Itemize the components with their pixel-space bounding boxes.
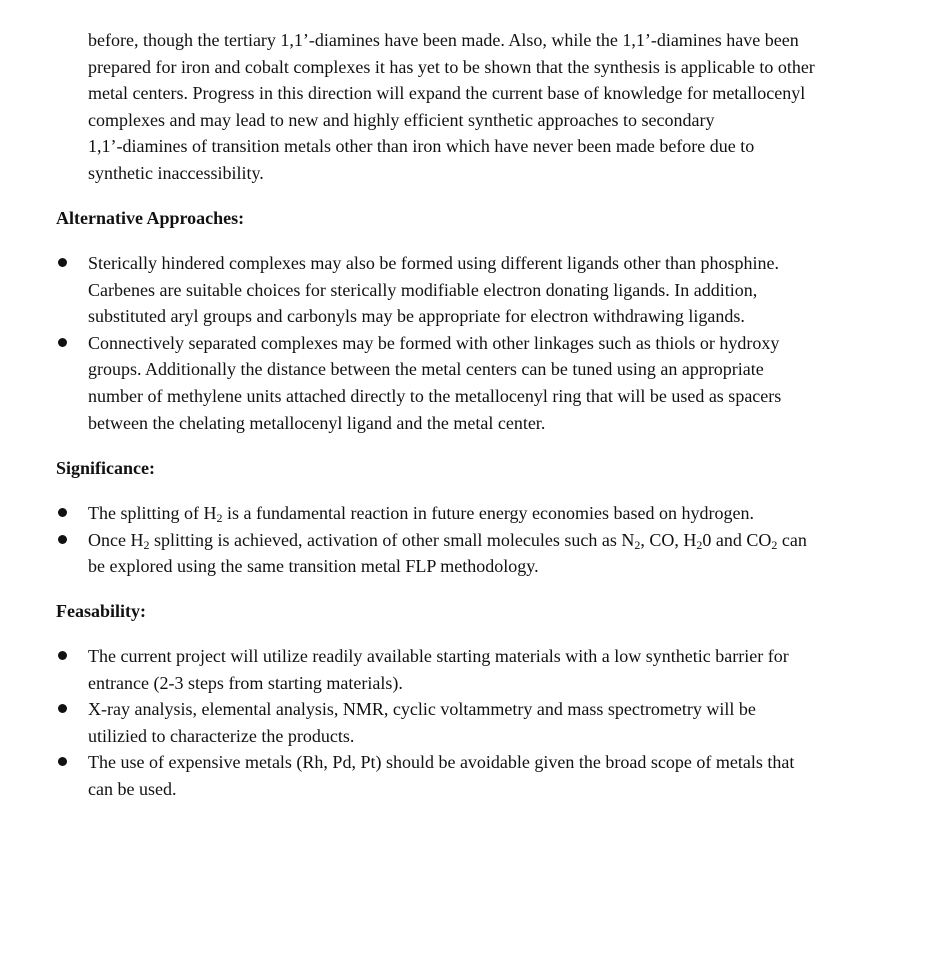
item-line: substituted aryl groups and carbonyls may be appropriate for electron withdrawing ligands. — [88, 306, 745, 327]
bullet-icon — [58, 258, 67, 267]
alternative-approaches-heading: Alternative Approaches: — [56, 208, 245, 228]
intro-line: prepared for iron and cobalt complexes it has yet to be shown that the synthesis is applicable to other — [88, 56, 815, 77]
bullet-icon — [58, 508, 67, 517]
bullet-icon — [58, 704, 67, 713]
list-item — [56, 250, 886, 330]
item-line: utilizied to characterize the products. — [88, 725, 355, 746]
list-item — [56, 749, 886, 802]
item-line: entrance (2-3 steps from starting materials). — [88, 672, 403, 693]
item-line: The use of expensive metals (Rh, Pd, Pt) should be avoidable given the broad scope of metals that — [88, 752, 795, 773]
significance-heading: Significance: — [56, 458, 155, 478]
alternative-approaches-list — [56, 250, 886, 436]
intro-line: metal centers. Progress in this direction will expand the current base of knowledge for metallocenyl — [88, 83, 806, 104]
item-line: The splitting of $H_2$ is a fundamental reaction in future energy economies based on hydrogen. — [88, 503, 754, 525]
intro-line: complexes and may lead to new and highly efficient synthetic approaches to secondary — [88, 109, 715, 130]
intro-line: 1,1’-diamines of transition metals other than iron which have never been made before due to — [88, 136, 755, 157]
list-item — [56, 500, 886, 527]
feasability-heading: Feasability: — [56, 601, 146, 621]
list-item — [56, 643, 886, 696]
list-item — [56, 527, 886, 580]
list-item — [56, 330, 886, 436]
item-line: Sterically hindered complexes may also be formed using different ligands other than phosphine. — [88, 253, 779, 273]
item-line: groups. Additionally the distance between the metal centers can be tuned using an appropriate — [88, 359, 764, 380]
bullet-icon — [58, 651, 67, 660]
bullet-icon — [58, 535, 67, 544]
bullet-icon — [58, 338, 67, 347]
intro-paragraph — [88, 27, 888, 187]
item-line: X-ray analysis, elemental analysis, NMR, cyclic voltammetry and mass spectrometry will be — [88, 699, 756, 720]
bullet-icon — [58, 757, 67, 766]
item-line: be explored using the same transition metal FLP methodology. — [88, 556, 539, 577]
item-line: can be used. — [88, 778, 177, 799]
list-item — [56, 696, 886, 749]
item-line: number of methylene units attached directly to the metallocenyl ring that will be used as spacers — [88, 385, 782, 406]
significance-list — [56, 500, 886, 580]
item-line: The current project will utilize readily available starting materials with a low synthetic barrier for — [88, 646, 789, 666]
item-line: Carbenes are suitable choices for sterically modifiable electron donating ligands. In addition, — [88, 279, 758, 300]
item-line: between the chelating metallocenyl ligand and the metal center. — [88, 412, 546, 433]
item-line: Once $H_2$ splitting is achieved, activation of other small molecules such as $N_2$, CO, $H_20$ and $CO_2$ can — [88, 529, 807, 552]
feasability-list — [56, 643, 886, 803]
item-line: Connectively separated complexes may be formed with other linkages such as thiols or hydroxy — [88, 332, 780, 353]
intro-line: synthetic inaccessibility. — [88, 162, 264, 183]
intro-line: before, though the tertiary 1,1’-diamines have been made. Also, while the 1,1’-diamines have been — [88, 30, 799, 50]
